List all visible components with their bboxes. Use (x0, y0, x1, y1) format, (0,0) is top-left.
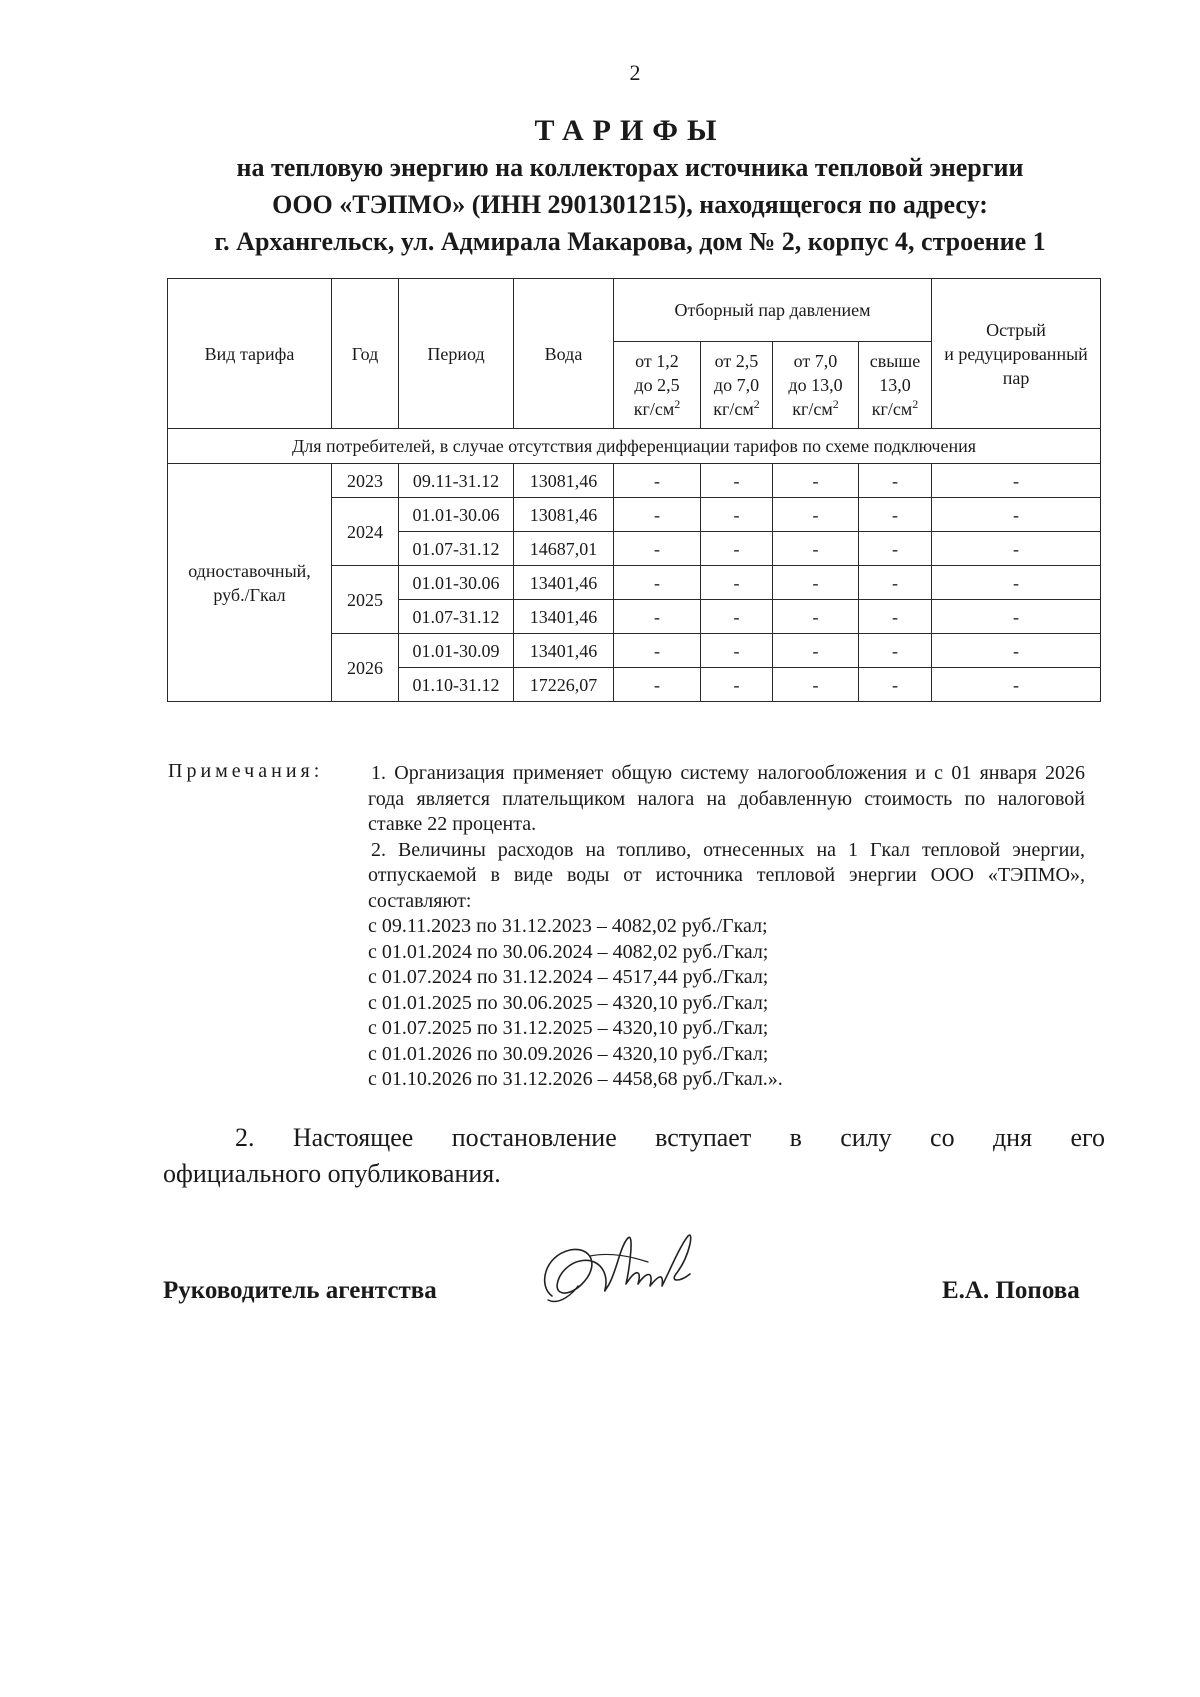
paragraph-2-line-2: официального опубликования. (163, 1159, 501, 1188)
paragraph-word: Настоящее (292, 1123, 414, 1152)
dash-cell: - (859, 668, 932, 702)
title-line-1: на тепловую энергию на коллекторах источника тепловой энергии (236, 153, 1024, 182)
dash-cell: - (614, 464, 701, 498)
section-row-text: Для потребителей, в случае отсутствия дифференциации тарифов по схеме подключения (168, 429, 1101, 464)
dash-cell: - (614, 498, 701, 532)
dash-cell: - (859, 532, 932, 566)
header-steam-1 (614, 342, 701, 429)
period-cell: 01.10-31.12 (399, 668, 514, 702)
water-cell: 13081,46 (514, 464, 614, 498)
header-steam-3 (773, 342, 859, 429)
dash-cell: - (932, 464, 1101, 498)
dash-cell: - (859, 464, 932, 498)
steam-unit: кг/см (633, 399, 675, 419)
dash-cell: - (773, 600, 859, 634)
title-line-2: ООО «ТЭПМО» (ИНН 2901301215), находящегося по адресу: (272, 190, 988, 219)
superscript: 2 (753, 397, 760, 411)
dash-cell: - (701, 566, 773, 600)
dash-cell: - (773, 464, 859, 498)
dash-cell: - (859, 600, 932, 634)
table-row (168, 464, 1101, 498)
header-period: Период (399, 279, 514, 429)
paragraph-word: 2. (235, 1123, 255, 1152)
header-steam-4 (859, 342, 932, 429)
dash-cell: - (859, 634, 932, 668)
dash-cell: - (701, 532, 773, 566)
steam-1-line: от 1,2 (635, 351, 679, 371)
steam-2-unit (701, 397, 772, 421)
year-cell: 2026 (332, 634, 399, 702)
fuel-line: с 01.01.2025 по 30.06.2025 – 4320,10 руб./Гкал; (368, 991, 769, 1014)
superscript: 2 (674, 397, 681, 411)
header-steam-2 (701, 342, 773, 429)
steam-unit: кг/см (713, 399, 754, 419)
dash-cell: - (859, 498, 932, 532)
dash-cell: - (614, 668, 701, 702)
steam-2-line: от 2,5 (714, 351, 759, 371)
year-cell: 2024 (332, 498, 399, 566)
paragraph-word: вступает (655, 1123, 752, 1152)
water-cell: 13401,46 (514, 566, 614, 600)
dash-cell: - (773, 532, 859, 566)
section-row (168, 429, 1101, 464)
header-row (168, 279, 1101, 342)
water-cell: 17226,07 (514, 668, 614, 702)
steam-4-unit (859, 397, 931, 421)
dash-cell: - (773, 634, 859, 668)
dash-cell: - (614, 532, 701, 566)
water-cell: 13401,46 (514, 600, 614, 634)
notes-body (368, 761, 1085, 1093)
period-cell: 01.01-30.06 (399, 498, 514, 532)
period-cell: 01.07-31.12 (399, 600, 514, 634)
superscript: 2 (912, 397, 919, 411)
dash-cell: - (859, 566, 932, 600)
tariff-label-line: руб./Гкал (213, 584, 286, 605)
dash-cell: - (701, 668, 773, 702)
paragraph-word: дня (992, 1123, 1033, 1152)
steam-3-unit (773, 397, 858, 421)
note-1-text: 1. Организация применяет общую систему налогообложения и с 01 января 2026 года является плательщиком налога на добавленную стоимость по налоговой ставке 22 процента. (368, 762, 1085, 835)
fuel-line: с 09.11.2023 по 31.12.2023 – 4082,02 руб./Гкал; (368, 915, 768, 937)
period-cell: 01.07-31.12 (399, 532, 514, 566)
steam-1-unit (614, 397, 700, 421)
note-2-text: 2. Величины расходов на топливо, отнесенных на 1 Гкал тепловой энергии, отпускаемой в виде воды от источника тепловой энергии ООО «ТЭПМО», составляют: (368, 838, 1085, 912)
note-2 (368, 838, 1085, 915)
steam-4-line: свыше (869, 351, 921, 371)
paragraph-2-line-1 (163, 1120, 1105, 1156)
signatory-title: Руководитель агентства (163, 1277, 437, 1304)
notes-label: Примечания: (168, 760, 324, 782)
tariff-label-cell (168, 464, 332, 702)
dash-cell: - (614, 566, 701, 600)
dash-cell: - (932, 532, 1101, 566)
dash-cell: - (701, 498, 773, 532)
period-cell: 01.01-30.06 (399, 566, 514, 600)
dash-cell: - (701, 464, 773, 498)
steam-unit: кг/см (792, 399, 833, 419)
steam-3-line: от 7,0 (793, 351, 838, 371)
page-number: 2 (629, 60, 641, 85)
fuel-line: с 01.01.2026 по 30.09.2026 – 4320,10 руб./Гкал; (368, 1042, 769, 1065)
dash-cell: - (701, 634, 773, 668)
steam-1-line: до 2,5 (634, 375, 680, 395)
dash-cell: - (614, 600, 701, 634)
fuel-line: с 01.07.2024 по 31.12.2024 – 4517,44 руб./Гкал; (368, 966, 769, 988)
paragraph-2 (163, 1120, 1105, 1192)
dash-cell: - (932, 634, 1101, 668)
sharp-steam-line: Острый (986, 319, 1046, 340)
dash-cell: - (773, 498, 859, 532)
dash-cell: - (773, 668, 859, 702)
dash-cell: - (932, 668, 1101, 702)
fuel-line: с 01.07.2025 по 31.12.2025 – 4320,10 руб./Гкал; (368, 1017, 769, 1039)
header-year: Год (332, 279, 399, 429)
year-cell: 2023 (332, 464, 399, 498)
period-cell: 01.01-30.09 (399, 634, 514, 668)
dash-cell: - (932, 600, 1101, 634)
water-cell: 13081,46 (514, 498, 614, 532)
title-line-3: г. Архангельск, ул. Адмирала Макарова, дом № 2, корпус 4, строение 1 (214, 227, 1046, 256)
steam-3-line: до 13,0 (788, 375, 843, 395)
document-title (150, 112, 1110, 260)
sharp-steam-line: пар (1002, 367, 1030, 388)
water-cell: 13401,46 (514, 634, 614, 668)
handwritten-signature (530, 1226, 710, 1321)
header-tariff-type: Вид тарифа (168, 279, 332, 429)
period-cell: 09.11-31.12 (399, 464, 514, 498)
paragraph-word: силу (840, 1123, 892, 1152)
signatory-name: Е.А. Попова (942, 1277, 1080, 1304)
sharp-steam-line: и редуцированный (944, 343, 1088, 364)
paragraph-word: постановление (451, 1123, 617, 1152)
dash-cell: - (614, 634, 701, 668)
header-water: Вода (514, 279, 614, 429)
tariff-label-line: одноставочный, (188, 560, 311, 581)
steam-4-line: 13,0 (879, 375, 911, 395)
dash-cell: - (773, 566, 859, 600)
paragraph-word: в (789, 1123, 802, 1152)
year-cell: 2025 (332, 566, 399, 634)
title-heading: ТАРИФЫ (534, 114, 726, 147)
superscript: 2 (832, 397, 839, 411)
steam-2-line: до 7,0 (713, 375, 760, 395)
note-1 (368, 761, 1085, 838)
dash-cell: - (701, 600, 773, 634)
header-sharp-steam (932, 279, 1101, 429)
dash-cell: - (932, 498, 1101, 532)
steam-unit: кг/см (871, 399, 913, 419)
water-cell: 14687,01 (514, 532, 614, 566)
header-steam-group: Отборный пар давлением (614, 279, 932, 342)
paragraph-word: его (1070, 1123, 1105, 1152)
tariff-table (167, 278, 1101, 702)
fuel-line: с 01.01.2024 по 30.06.2024 – 4082,02 руб./Гкал; (368, 940, 769, 963)
fuel-line: с 01.10.2026 по 31.12.2026 – 4458,68 руб./Гкал.». (368, 1068, 783, 1090)
paragraph-word: со (930, 1123, 955, 1152)
dash-cell: - (932, 566, 1101, 600)
